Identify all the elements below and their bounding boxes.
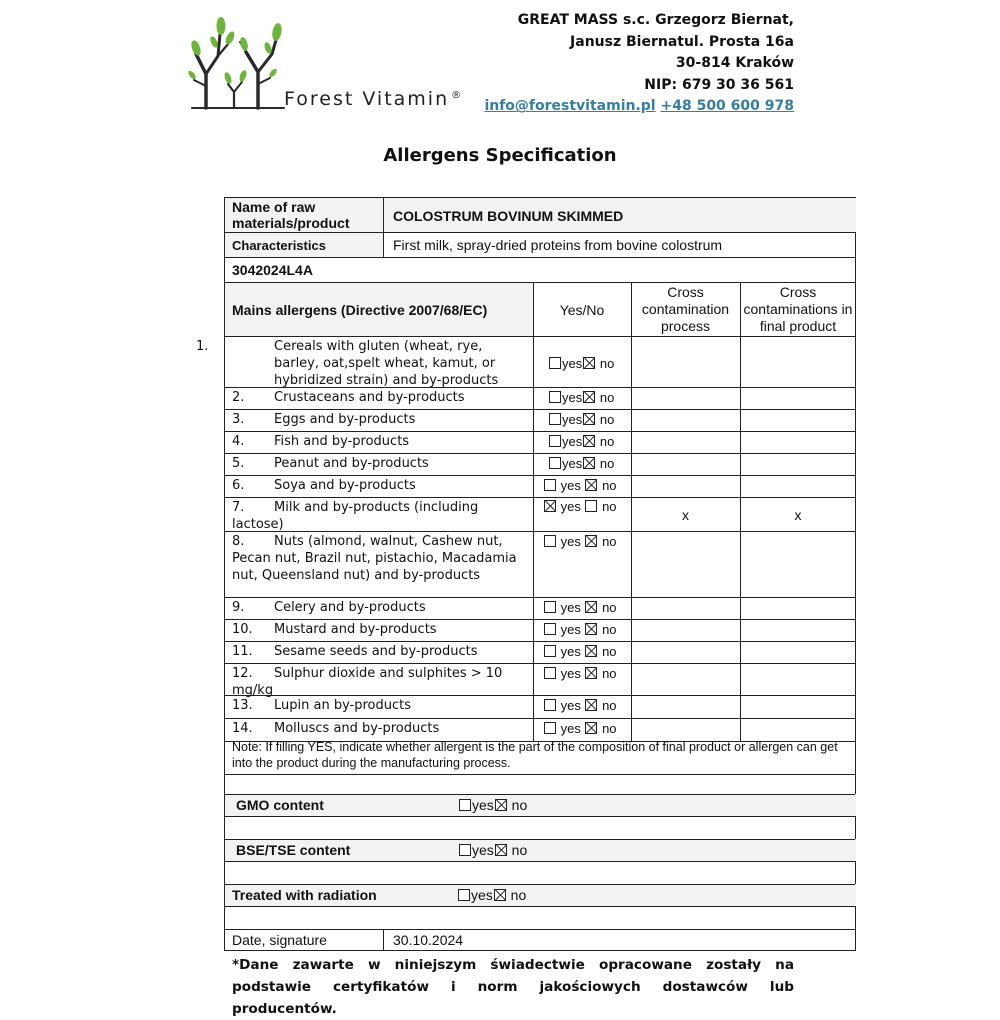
cross-contamination-final-header: Cross contaminations in final product: [743, 284, 853, 334]
allergen-yes-no: [543, 498, 617, 515]
allergen-name: [232, 643, 524, 660]
allergen-number: 12.: [232, 666, 253, 681]
checked-checkbox[interactable]: [585, 623, 597, 635]
no-label: no: [598, 698, 617, 713]
allergen-number: 11.: [232, 644, 253, 659]
tree-logo-icon: [188, 12, 288, 112]
allergen-name: [232, 599, 524, 616]
allergen-label: Nuts (almond, walnut, Cashew nut, Pecan nut, Brazil nut, pistachio, Macadamia nut, Queensland nut) and by-products: [232, 534, 517, 583]
yes-label: yes: [562, 456, 583, 471]
company-line: GREAT MASS s.c. Grzegorz Biernat,: [517, 12, 794, 28]
yes-label: yes: [471, 887, 493, 903]
allergen-name: [196, 338, 524, 389]
yes-label: yes: [562, 412, 583, 427]
allergen-label: Molluscs and by-products: [274, 721, 440, 736]
no-label: no: [598, 499, 617, 514]
allergen-number: 14.: [232, 721, 253, 736]
allergen-number: 1.: [196, 339, 209, 354]
empty-checkbox[interactable]: [585, 500, 597, 512]
declaration-yes-no: [458, 797, 527, 814]
yes-label: yes: [562, 356, 583, 371]
checked-checkbox[interactable]: [583, 457, 595, 469]
allergen-number: 5.: [232, 456, 245, 471]
allergen-yes-no: [543, 697, 617, 714]
allergen-label: Fish and by-products: [274, 434, 410, 449]
yes-label: yes: [557, 622, 585, 637]
yes-label: yes: [562, 434, 583, 449]
allergen-label: Mustard and by-products: [274, 622, 437, 637]
checked-checkbox[interactable]: [585, 535, 597, 547]
yes-label: yes: [557, 499, 585, 514]
no-label: no: [596, 434, 615, 449]
no-label: no: [598, 478, 617, 493]
no-label: no: [598, 644, 617, 659]
allergen-yes-no: [548, 433, 614, 450]
checked-checkbox[interactable]: [544, 500, 556, 512]
checked-checkbox[interactable]: [583, 413, 595, 425]
checked-checkbox[interactable]: [495, 799, 507, 811]
no-label: no: [598, 622, 617, 637]
empty-checkbox[interactable]: [544, 722, 556, 734]
allergen-name: [232, 499, 524, 533]
declaration-label: BSE/TSE content: [236, 842, 351, 858]
checked-checkbox[interactable]: [585, 699, 597, 711]
yes-label: yes: [562, 390, 583, 405]
empty-checkbox[interactable]: [458, 889, 470, 901]
no-label: no: [598, 721, 617, 736]
date-signature-value[interactable]: 30.10.2024: [393, 932, 464, 948]
empty-checkbox[interactable]: [544, 623, 556, 635]
empty-checkbox[interactable]: [549, 357, 561, 369]
yes-label: yes: [557, 600, 585, 615]
note-text: Note: If filling YES, indicate whether allergent is the part of the composition of final product or allergen can get into the product during the manufacturing process.: [232, 740, 838, 770]
no-label: no: [596, 456, 615, 471]
yes-label: yes: [557, 666, 585, 681]
company-line: Janusz Biernatul. Prosta 16a: [570, 33, 794, 50]
contact-line: [484, 96, 794, 118]
allergen-yes-no: [548, 411, 614, 428]
allergen-label: Sesame seeds and by-products: [274, 644, 478, 659]
allergen-name: [232, 720, 524, 737]
allergen-yes-no: [548, 455, 614, 472]
empty-checkbox[interactable]: [544, 699, 556, 711]
allergen-yes-no: [543, 643, 617, 660]
yes-no-column-header: Yes/No: [559, 302, 605, 318]
allergen-name: [232, 389, 524, 406]
checked-checkbox[interactable]: [585, 479, 597, 491]
characteristics-label: Characteristics: [232, 238, 326, 253]
empty-checkbox[interactable]: [549, 457, 561, 469]
no-label: no: [506, 887, 527, 903]
allergen-number: 10.: [232, 622, 253, 637]
footnote: *Dane zawarte w niniejszym świadectwie opracowane zostały na podstawie certyfikatów i norm jakościowych dostawców lub producentów.: [232, 957, 794, 1017]
empty-checkbox[interactable]: [459, 844, 471, 856]
phone-link[interactable]: +48 500 600 978: [660, 98, 794, 115]
checked-checkbox[interactable]: [494, 889, 506, 901]
checked-checkbox[interactable]: [585, 645, 597, 657]
allergen-name: [232, 411, 524, 428]
empty-checkbox[interactable]: [544, 601, 556, 613]
allergen-name: [232, 697, 524, 714]
allergen-yes-no: [543, 665, 617, 682]
allergen-name: [232, 533, 524, 584]
allergen-name: [232, 665, 524, 699]
allergen-yes-no: [543, 599, 617, 616]
allergen-yes-no: [543, 720, 617, 737]
email-link[interactable]: info@forestvitamin.pl: [484, 98, 656, 115]
allergen-label: Lupin an by-products: [274, 698, 412, 713]
empty-checkbox[interactable]: [544, 535, 556, 547]
declaration-yes-no: [457, 887, 526, 904]
allergen-yes-no: [548, 355, 614, 372]
allergen-number: 8.: [232, 534, 245, 549]
no-label: no: [598, 534, 617, 549]
yes-label: yes: [557, 644, 585, 659]
declaration-label: Treated with radiation: [232, 887, 377, 903]
allergen-number: 4.: [232, 434, 245, 449]
no-label: no: [598, 666, 617, 681]
checked-checkbox[interactable]: [585, 722, 597, 734]
allergen-label: Sulphur dioxide and sulphites > 10 mg/kg: [232, 666, 503, 698]
empty-checkbox[interactable]: [544, 667, 556, 679]
product-name-value: COLOSTRUM BOVINUM SKIMMED: [393, 208, 624, 224]
cross-contamination-final-mark: x: [794, 507, 802, 523]
allergen-label: Peanut and by-products: [274, 456, 429, 471]
allergen-number: 2.: [232, 390, 245, 405]
empty-checkbox[interactable]: [549, 391, 561, 403]
allergen-name: [232, 433, 524, 450]
declaration-yes-no: [458, 842, 527, 859]
allergen-label: Cereals with gluten (wheat, rye, barley, oat,spelt wheat, kamut, or hybridized strain) and by-products: [274, 339, 499, 388]
allergen-label: Milk and by-products (including lactose): [232, 500, 479, 532]
allergen-number: 7.: [232, 500, 245, 515]
empty-checkbox[interactable]: [544, 479, 556, 491]
allergen-yes-no: [548, 389, 614, 406]
allergen-yes-no: [543, 477, 617, 494]
allergen-label: Crustaceans and by-products: [274, 390, 465, 405]
page-title: Allergens Specification: [383, 145, 617, 166]
forest-vitamin-logo: [188, 12, 468, 114]
allergen-name: [232, 455, 524, 472]
allergen-number: 9.: [232, 600, 245, 615]
allergens-specification-table: [196, 197, 856, 951]
batch-number: 3042024L4A: [232, 262, 313, 278]
no-label: no: [507, 797, 528, 813]
allergen-name: [232, 477, 524, 494]
checked-checkbox[interactable]: [585, 601, 597, 613]
allergen-label: Celery and by-products: [274, 600, 426, 615]
no-label: no: [507, 842, 528, 858]
allergen-number: 3.: [232, 412, 245, 427]
no-label: no: [596, 356, 615, 371]
company-address: [484, 10, 794, 118]
yes-label: yes: [472, 842, 494, 858]
declaration-label: GMO content: [236, 797, 324, 813]
company-line: 30-814 Kraków: [675, 55, 794, 72]
no-label: no: [596, 390, 615, 405]
yes-label: yes: [557, 534, 585, 549]
date-signature-label: Date, signature: [232, 932, 327, 948]
no-label: no: [598, 600, 617, 615]
allergen-label: Eggs and by-products: [274, 412, 416, 427]
allergen-name: [232, 621, 524, 638]
checked-checkbox[interactable]: [583, 357, 595, 369]
yes-label: yes: [472, 797, 494, 813]
yes-label: yes: [557, 478, 585, 493]
empty-checkbox[interactable]: [549, 413, 561, 425]
allergen-yes-no: [543, 621, 617, 638]
checked-checkbox[interactable]: [583, 391, 595, 403]
logo-wordmark: Forest Vitamin ®: [284, 88, 462, 110]
checked-checkbox[interactable]: [495, 844, 507, 856]
empty-checkbox[interactable]: [459, 799, 471, 811]
no-label: no: [596, 412, 615, 427]
characteristics-value: First milk, spray-dried proteins from bovine colostrum: [393, 237, 723, 253]
yes-label: yes: [557, 698, 585, 713]
yes-label: yes: [557, 721, 585, 736]
allergen-number: 13.: [232, 698, 253, 713]
allergen-number: 6.: [232, 478, 245, 493]
empty-checkbox[interactable]: [549, 435, 561, 447]
company-line: NIP: 679 30 36 561: [644, 76, 794, 93]
allergen-yes-no: [543, 533, 617, 550]
allergens-header-label: Mains allergens (Directive 2007/68/EC): [232, 302, 488, 318]
allergen-label: Soya and by-products: [274, 478, 416, 493]
empty-checkbox[interactable]: [544, 645, 556, 657]
checked-checkbox[interactable]: [583, 435, 595, 447]
product-name-label: Name of raw materials/product: [232, 199, 350, 231]
checked-checkbox[interactable]: [585, 667, 597, 679]
cross-contamination-process-header: Cross contamination process: [641, 284, 730, 334]
cross-contamination-process-mark: x: [682, 507, 689, 523]
